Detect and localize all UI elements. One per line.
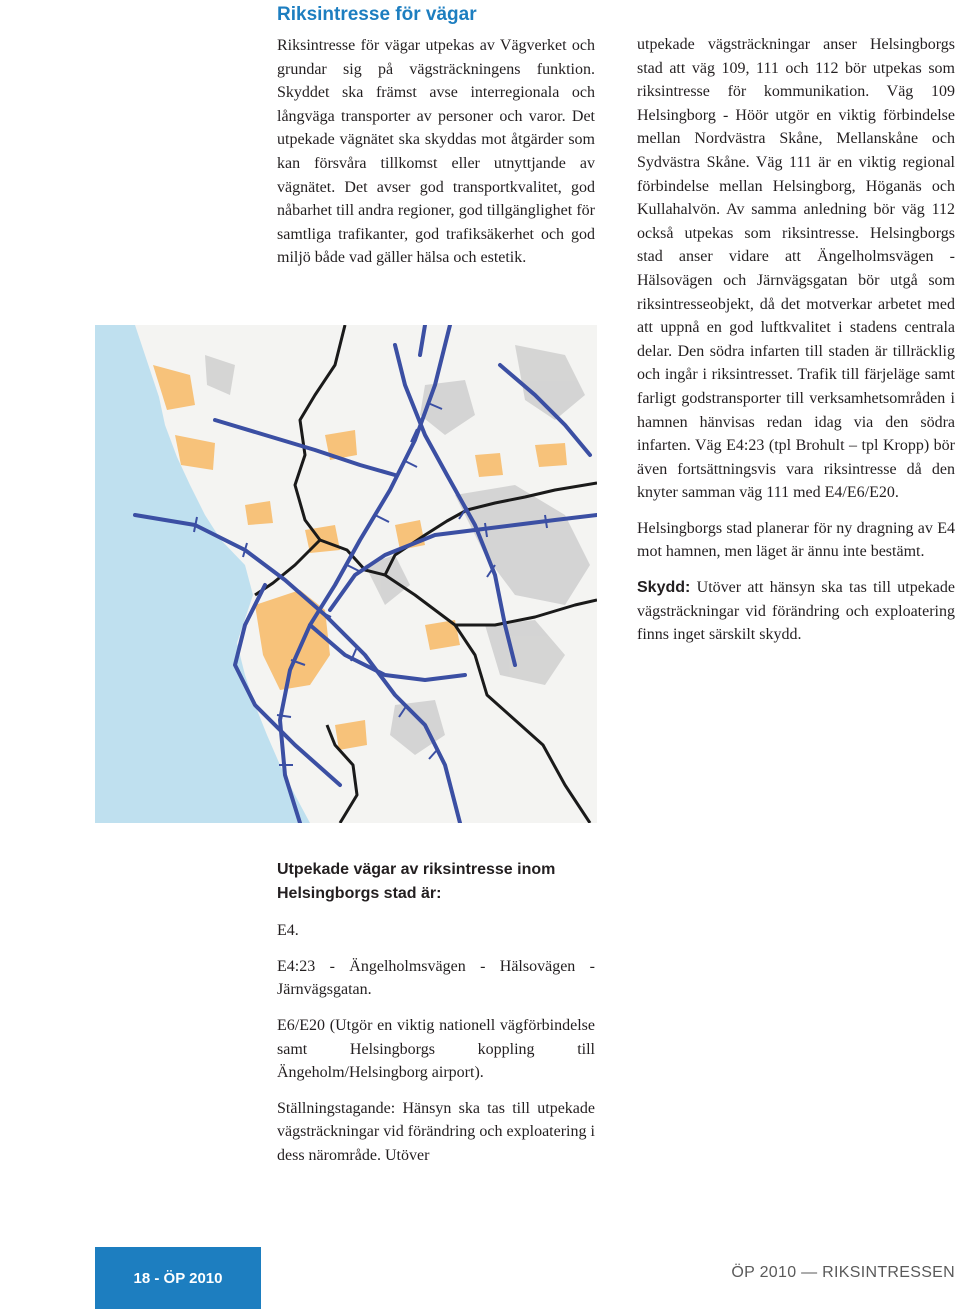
roads-list-box	[277, 858, 595, 1180]
road-item: E6/E20 (Utgör en viktig nationell vägförbindelse samt Helsingborgs koppling till Ängeholm/Helsingborg airport).	[277, 1016, 595, 1082]
roads-list-title: Utpekade vägar av riksintresse inom Helsingborgs stad är:	[277, 861, 556, 902]
road-map	[95, 325, 597, 823]
road-item: E4.	[277, 922, 299, 940]
planning-paragraph: Helsingborgs stad planerar för ny dragning av E4 mot hamnen, men läget är ännu inte bestämt.	[637, 519, 955, 561]
section-heading: Riksintresse för vägar	[277, 4, 477, 25]
left-column	[277, 34, 595, 282]
protection-label: Skydd:	[637, 579, 691, 597]
right-column	[637, 33, 955, 659]
protection-paragraph	[637, 576, 955, 647]
intro-paragraph: Riksintresse för vägar utpekas av Vägverket och grundar sig på vägsträckningens funktion. Skyddet ska främst avse interregionala och långväga transporter av personer och varor. Det utpekade vägnätet ska skyddas mot åtgärder som kan försvåra tillkomst eller utnyttjande av vägnätet. Det avser god transportkvalitet, god nåbarhet till andra regioner, god tillgänglighet för samtliga trafikanter, god trafiksäkerhet och god miljö både vad gäller hälsa och estetik.	[277, 37, 595, 267]
proposal-paragraph: utpekade vägsträckningar anser Helsingborgs stad att väg 109, 111 och 112 bör utpekas som riksintresse för kommunikation. Väg 109 Helsingborg - Höör utgör en viktig förbindelse mellan Nordvästra Skåne, Mellanskåne och Sydvästra Skåne. Väg 111 är en viktig regional förbindelse mellan Helsingborg, Höganäs och Kullahalvön. Av samma anledning bör väg 112 också utpekas som riksintresse. Helsingborgs stad anser vidare att Ängelholmsvägen - Hälsovägen och Järnvägsgatan bör utgå som riksintresseobjekt, då det motverkar arbetet med att uppnå en god luftkvalitet i stadens centrala delar. Den södra infarten till staden är tillräcklig och ingår i riksintresset. Trafik till färjeläge samt farligt godstransporter till verksamhetsområden i hamnen hänvisas redan idag via den södra infarten. Väg E4:23 (tpl Brohult – tpl Kropp) bör även fortsättningsvis vara riksintresse då den knyter samman väg 111 med E4/E6/E20.	[637, 36, 955, 502]
road-item: E4:23 - Ängelholmsvägen - Hälsovägen - Järnvägsgatan.	[277, 957, 595, 999]
protection-text: Utöver att hänsyn ska tas till utpekade vägsträckningar vid förändring och exploatering finns inget särskilt skydd.	[637, 579, 955, 644]
running-footer: ÖP 2010 — RIKSINTRESSEN	[731, 1264, 955, 1281]
position-statement: Ställningstagande: Hänsyn ska tas till utpekade vägsträckningar vid förändring och exploatering i dess närområde. Utöver	[277, 1099, 595, 1164]
road-map-svg	[95, 325, 597, 823]
page-number-tab: 18 - ÖP 2010	[95, 1247, 261, 1309]
